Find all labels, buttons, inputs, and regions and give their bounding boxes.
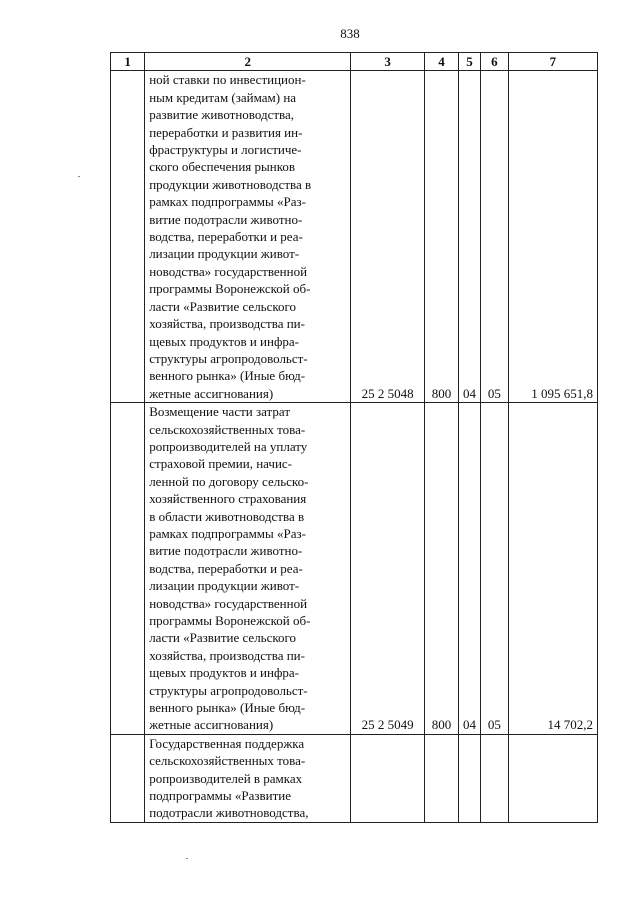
scan-speck (78, 176, 80, 177)
subsection-cell: 05 (480, 403, 508, 735)
description-line: сельскохозяйственных това- (149, 753, 306, 769)
description-line: водства, переработки и реа- (149, 229, 303, 245)
target-code-cell: 25 2 5049 (351, 403, 425, 735)
description-line: переработки и развития ин- (149, 124, 303, 140)
description-line: структуры агропродовольст- (149, 682, 308, 698)
table-row (111, 734, 598, 822)
page-number: 838 (340, 26, 360, 41)
description-line: ского обеспечения рынков (149, 159, 296, 175)
description-line: лизации продукции живот- (149, 578, 300, 594)
description-line: программы Воронежской об- (149, 613, 311, 628)
row-number-cell (111, 403, 145, 735)
description-line: венного рынка» (Иные бюд- (149, 700, 306, 716)
description-line: продукции животноводства в (149, 176, 312, 192)
column-header: 3 (351, 53, 425, 71)
description-line: рамках подпрограммы «Раз- (149, 525, 306, 541)
description-line: венного рынка» (Иные бюд- (149, 368, 306, 384)
table-row (111, 403, 598, 735)
column-header: 1 (111, 53, 145, 71)
description-line: структуры агропродовольст- (149, 350, 308, 366)
description-line: подпрограммы «Развитие (149, 788, 292, 804)
description-line: рамках подпрограммы «Раз- (149, 194, 306, 210)
description-line: сельскохозяйственных това- (149, 421, 306, 437)
description-line: жетные ассигнования) (149, 385, 274, 401)
amount-cell: 1 095 651,8 (508, 71, 597, 403)
expense-type-cell: 800 (424, 71, 458, 403)
section-cell (459, 734, 481, 822)
expense-type-cell: 800 (424, 403, 458, 735)
description-line: подотрасли животноводства, (149, 805, 309, 821)
section-cell: 04 (459, 403, 481, 735)
expense-type-cell (424, 734, 458, 822)
row-number-cell (111, 71, 145, 403)
column-header: 2 (145, 53, 351, 71)
description-line: в области животноводства в (149, 508, 305, 524)
column-header: 4 (424, 53, 458, 71)
description-line: витие подотрасли животно- (149, 543, 303, 559)
scan-speck (186, 858, 188, 859)
amount-cell (508, 734, 597, 822)
description-line: хозяйства, производства пи- (149, 647, 305, 663)
description-line: ной ставки по инвестицион- (149, 72, 306, 88)
target-code-cell (351, 734, 425, 822)
description-line: хозяйственного страхования (149, 491, 307, 507)
description-line: ропроизводителей на уплату (149, 438, 308, 454)
description-cell (145, 71, 351, 403)
column-header: 7 (508, 53, 597, 71)
description-line: ропроизводителей в рамках (149, 770, 303, 786)
description-line: лизации продукции живот- (149, 246, 300, 262)
description-line: щевых продуктов и инфра- (149, 333, 299, 349)
column-header: 6 (480, 53, 508, 71)
description-cell (145, 734, 351, 822)
row-number-cell (111, 734, 145, 822)
description-line: щевых продуктов и инфра- (149, 665, 299, 681)
description-line: Возмещение части затрат (149, 404, 291, 420)
description-line: водства, переработки и реа- (149, 560, 303, 576)
target-code-cell: 25 2 5048 (351, 71, 425, 403)
description-line: страховой премии, начис- (149, 456, 292, 472)
column-header: 5 (459, 53, 481, 71)
description-line: витие подотрасли животно- (149, 211, 303, 227)
section-cell: 04 (459, 71, 481, 403)
subsection-cell (480, 734, 508, 822)
description-line: ласти «Развитие сельского (149, 630, 297, 646)
table-header-row (111, 53, 598, 71)
description-line: фраструктуры и логистиче- (149, 142, 302, 158)
description-line: новодства» государственной (149, 595, 308, 611)
description-cell (145, 403, 351, 735)
description-line: ным кредитам (займам) на (149, 89, 297, 105)
description-line: хозяйства, производства пи- (149, 316, 305, 332)
description-line: новодства» государственной (149, 263, 308, 279)
description-line: ленной по договору сельско- (149, 473, 309, 489)
description-line: развитие животноводства, (149, 107, 295, 123)
description-line: Государственная поддержка (149, 735, 305, 751)
description-line: программы Воронежской об- (149, 281, 311, 297)
table-row (111, 71, 598, 403)
subsection-cell: 05 (480, 71, 508, 403)
description-line: жетные ассигнования) (149, 717, 274, 733)
amount-cell: 14 702,2 (508, 403, 597, 735)
budget-table (110, 52, 598, 823)
description-line: ласти «Развитие сельского (149, 298, 297, 314)
